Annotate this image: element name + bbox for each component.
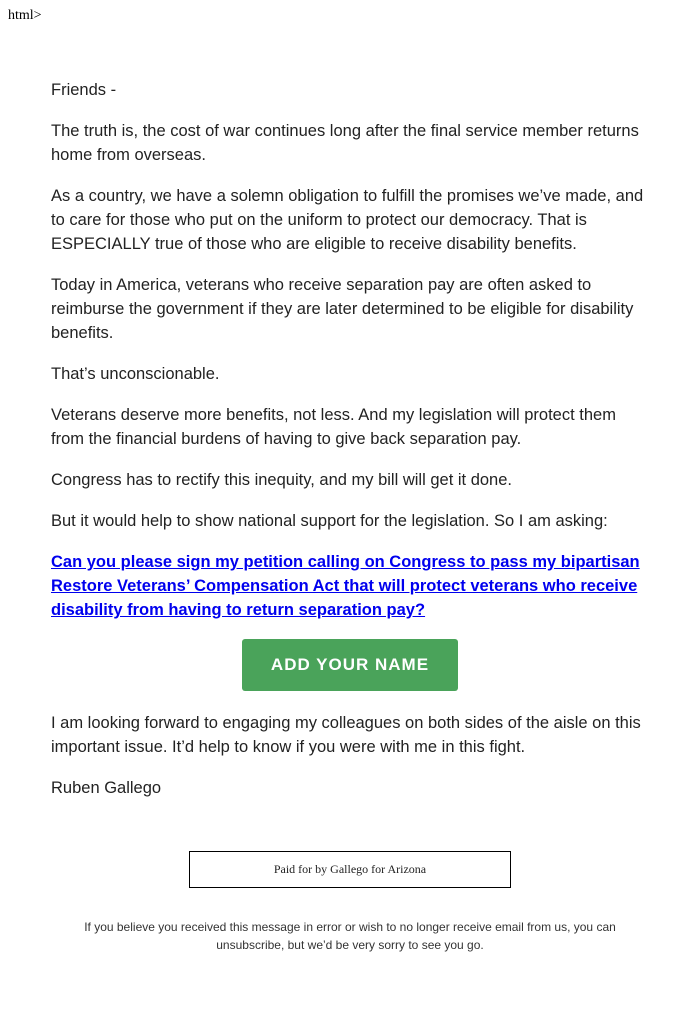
unsubscribe-text-before: If you believe you received this message in error or wish to no longer receive email from us, you can — [84, 920, 616, 934]
paragraph-unconscionable: That’s unconscionable. — [51, 365, 220, 383]
unsubscribe-text-after: , but we’d be very sorry to see you go. — [280, 938, 484, 952]
paragraph-cost-of-war: The truth is, the cost of war continues long after the final service member returns home from overseas. — [51, 122, 639, 164]
petition-ask — [51, 550, 649, 622]
paragraph-legislation: Veterans deserve more benefits, not less. And my legislation will protect them from the financial burdens of having to give back separation pay. — [51, 406, 616, 448]
paragraph-asking: But it would help to show national support for the legislation. So I am asking: — [51, 512, 608, 530]
email-body — [51, 78, 649, 817]
signature: Ruben Gallego — [51, 779, 162, 797]
footer-unsubscribe-notice — [50, 918, 650, 954]
paragraph-obligation: As a country, we have a solemn obligation to fulfill the promises we’ve made, and to care for those who put on the uniform to protect our democracy. That is ESPECIALLY true of those who are eligible to receive disability benefits. — [51, 187, 644, 253]
cta-row — [51, 639, 649, 691]
add-your-name-button[interactable]: ADD YOUR NAME — [242, 639, 458, 691]
paragraph-congress: Congress has to rectify this inequity, and my bill will get it done. — [51, 471, 512, 489]
unsubscribe-link[interactable]: unsubscribe — [216, 938, 281, 952]
petition-link[interactable]: Can you please sign my petition calling on Congress to pass my bipartisan Restore Veterans’ Compensation Act that will protect veterans who receive disability from having to return separation pay? — [51, 553, 640, 619]
paragraph-closing: I am looking forward to engaging my colleagues on both sides of the aisle on this important issue. It’d help to know if you were with me in this fight. — [51, 714, 641, 756]
paragraph-separation-pay: Today in America, veterans who receive separation pay are often asked to reimburse the government if they are later determined to be eligible for disability benefits. — [51, 276, 634, 342]
stray-html-text: html> — [8, 8, 42, 23]
greeting: Friends - — [51, 81, 117, 99]
paid-for-disclaimer: Paid for by Gallego for Arizona — [189, 851, 511, 888]
